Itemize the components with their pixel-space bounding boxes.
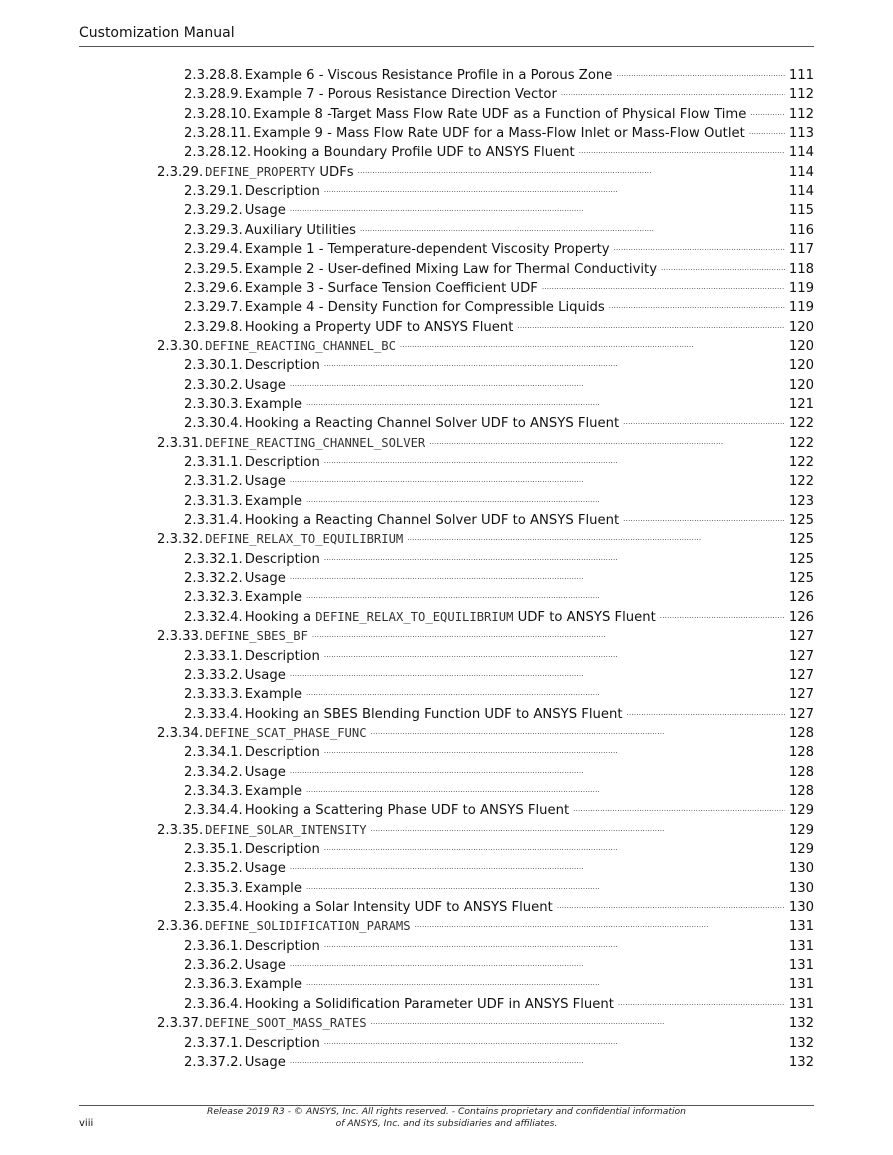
- dot-leader: [290, 198, 785, 217]
- toc-entry-page: 123: [788, 493, 814, 509]
- toc-entry-page: 115: [788, 203, 814, 219]
- dot-leader: [324, 740, 785, 759]
- toc-entry-page: 112: [788, 87, 814, 103]
- toc-entry-page: 127: [788, 667, 814, 683]
- toc-entry-page: 131: [788, 919, 814, 935]
- toc-entry-page: 119: [788, 300, 814, 316]
- toc-entry-number: 2.3.37.1.: [184, 1035, 243, 1051]
- toc-entry-title-text: Auxiliary Utilities: [244, 222, 357, 238]
- dot-leader: [324, 353, 785, 372]
- toc-entry-page: 122: [788, 416, 814, 432]
- dot-leader: [306, 779, 785, 798]
- dot-leader: [407, 527, 785, 546]
- toc-entry-number: 2.3.28.9.: [184, 87, 243, 103]
- toc-entry-page: 131: [788, 977, 814, 993]
- toc-entry-number: 2.3.31.3.: [184, 493, 243, 509]
- toc-entry-number: 2.3.29.2.: [184, 203, 243, 219]
- toc-entry-number: 2.3.28.8.: [184, 68, 243, 83]
- toc-entry-number: 2.3.34.: [157, 725, 204, 741]
- dot-leader: [609, 295, 785, 314]
- toc-entry-title-text: Description: [244, 1035, 320, 1051]
- toc-entry-page: 128: [788, 764, 814, 780]
- toc-entry-number: 2.3.33.2.: [184, 667, 243, 683]
- toc-entry-page: 127: [788, 687, 814, 703]
- toc-entry-title: [245, 763, 286, 782]
- toc-entry-page: 129: [788, 822, 814, 838]
- toc-entry-number: 2.3.36.1.: [184, 938, 243, 954]
- toc-entry-number: 2.3.29.6.: [184, 280, 243, 296]
- toc-entry-title-text: Example 7 - Porous Resistance Direction Vector: [244, 87, 557, 103]
- toc-entry-code: DEFINE_REACTING_CHANNEL_BC: [205, 338, 396, 353]
- toc-entry-page: 128: [788, 745, 814, 761]
- dot-leader: [306, 876, 785, 895]
- dot-leader: [660, 605, 785, 624]
- toc-entry-title-text: Usage: [244, 764, 286, 780]
- toc-entry-title: [245, 221, 356, 240]
- toc-entry-title-text: UDF to ANSYS Fluent: [513, 609, 656, 625]
- toc-entry-title-text: Hooking a Reacting Channel Solver UDF to ANSYS Fluent: [244, 416, 620, 432]
- dot-leader: [306, 392, 785, 411]
- toc-entry-page: 119: [788, 280, 814, 296]
- toc-entry-page: 121: [788, 396, 814, 412]
- toc-entry-title-text: Example 9 - Mass Flow Rate UDF for a Mass-Flow Inlet or Mass-Flow Outlet: [253, 126, 745, 142]
- dot-leader: [324, 450, 785, 469]
- dot-leader: [579, 140, 785, 159]
- toc-entry-page: 125: [788, 513, 814, 529]
- dot-leader: [290, 760, 785, 779]
- dot-leader: [324, 837, 785, 856]
- toc-entry-title-text: Example: [244, 687, 302, 703]
- toc-entry-title-text: Usage: [244, 1054, 286, 1070]
- toc-entry-title: [245, 492, 302, 511]
- toc-entry-page: 127: [788, 648, 814, 664]
- toc-entry-title: [245, 279, 538, 298]
- toc-entry-title: [253, 105, 746, 124]
- toc-entry-page: 126: [788, 590, 814, 606]
- toc-entry-code: DEFINE_SOLAR_INTENSITY: [205, 822, 367, 837]
- toc-entry-page: 129: [788, 803, 814, 819]
- dot-leader: [290, 953, 785, 972]
- toc-entry-title: [245, 859, 286, 878]
- dot-leader: [360, 218, 785, 237]
- toc-entry-title-text: Example: [244, 396, 302, 412]
- toc-entry-title: [245, 569, 286, 588]
- toc-entry-page: 120: [788, 319, 814, 335]
- toc-entry-title: [245, 685, 302, 704]
- toc-entry-number: 2.3.30.4.: [184, 416, 243, 432]
- dot-leader: [371, 721, 785, 740]
- toc-entry-title-text: UDFs: [315, 164, 354, 180]
- toc-entry-number: 2.3.32.2.: [184, 571, 243, 587]
- dot-leader: [661, 257, 785, 276]
- toc-entry-title: [245, 201, 286, 220]
- toc-entry-page: 132: [788, 1035, 814, 1051]
- toc-entry-page: 120: [788, 377, 814, 393]
- toc-entry-title: [245, 666, 286, 685]
- toc-entry-page: 116: [788, 222, 814, 238]
- toc-entry[interactable]: [184, 105, 814, 124]
- dot-leader: [542, 276, 785, 295]
- toc-entry-code: DEFINE_RELAX_TO_EQUILIBRIUM: [315, 609, 514, 624]
- toc-entry-title-text: Usage: [244, 958, 286, 974]
- toc-entry-number: 2.3.34.3.: [184, 783, 243, 799]
- toc-entry-title-text: Description: [244, 938, 320, 954]
- dot-leader: [324, 1031, 785, 1050]
- dot-leader: [324, 547, 785, 566]
- toc-entry-title-text: Usage: [244, 571, 286, 587]
- toc-entry-page: 131: [788, 938, 814, 954]
- toc-entry-page: 122: [788, 474, 814, 490]
- toc-entry-title-text: Description: [244, 842, 320, 857]
- toc-entry-number: 2.3.36.4.: [184, 996, 243, 1012]
- dot-leader: [306, 585, 785, 604]
- dot-leader: [750, 102, 784, 121]
- toc-entry-page: 125: [788, 551, 814, 567]
- toc-entry-number: 2.3.30.3.: [184, 396, 243, 412]
- toc-entry-title-text: Hooking a Reacting Channel Solver UDF to ANSYS Fluent: [244, 513, 620, 529]
- toc-entry-page: 126: [788, 609, 814, 625]
- toc-entry-number: 2.3.31.: [157, 435, 204, 451]
- toc-entry-code: DEFINE_SOLIDIFICATION_PARAMS: [205, 919, 411, 934]
- toc-entry-title: [245, 879, 302, 898]
- toc-entry-number: 2.3.29.5.: [184, 261, 243, 277]
- toc-entry-title-text: Hooking a Scattering Phase UDF to ANSYS Fluent: [244, 803, 570, 819]
- toc-entry-number: 2.3.32.4.: [184, 609, 243, 625]
- toc-entry-title-text: Example: [244, 493, 302, 509]
- dot-leader: [290, 566, 785, 585]
- toc-entry-code: DEFINE_SOOT_MASS_RATES: [205, 1016, 367, 1031]
- dot-leader: [517, 315, 784, 334]
- toc-entry-page: 111: [788, 68, 814, 83]
- toc-entry-title-text: Example 2 - User-defined Mixing Law for Thermal Conductivity: [244, 261, 658, 277]
- toc-entry-title-text: Example 3 - Surface Tension Coefficient UDF: [244, 280, 538, 296]
- toc-entry-number: 2.3.35.1.: [184, 842, 243, 857]
- toc-entry-page: 129: [788, 842, 814, 857]
- manual-title: Customization Manual: [79, 25, 235, 41]
- toc-entry-title: [245, 395, 302, 414]
- dot-leader: [616, 63, 784, 82]
- toc-entry-number: 2.3.29.4.: [184, 242, 243, 258]
- toc-entry-code: DEFINE_SBES_BF: [205, 629, 308, 644]
- toc-entry-code: DEFINE_PROPERTY: [205, 164, 316, 179]
- toc-entry-page: 131: [788, 996, 814, 1012]
- toc-entry-number: 2.3.36.: [157, 919, 204, 935]
- toc-entry-page: 113: [788, 126, 814, 142]
- toc-entry-title-text: Description: [244, 551, 320, 567]
- toc-entry-page: 120: [788, 358, 814, 374]
- toc-entry-page: 127: [788, 629, 814, 645]
- toc-entry-number: 2.3.29.3.: [184, 222, 243, 238]
- toc-entry-number: 2.3.37.2.: [184, 1054, 243, 1070]
- toc-entry-title-text: Description: [244, 745, 320, 761]
- toc-entry-title-text: Hooking a Solidification Parameter UDF in ANSYS Fluent: [244, 996, 614, 1012]
- dot-leader: [371, 818, 785, 837]
- copyright-line-2: of ANSYS, Inc. and its subsidiaries and affiliates.: [335, 1118, 558, 1129]
- toc-entry-number: 2.3.28.11.: [184, 126, 252, 142]
- dot-leader: [324, 179, 785, 198]
- dot-leader: [358, 160, 785, 179]
- toc-entry-page: 112: [788, 106, 814, 122]
- toc-entry-title-text: Hooking a Property UDF to ANSYS Fluent: [244, 319, 514, 335]
- toc-entry-title-text: Example 8 -Target Mass Flow Rate UDF as a Function of Physical Flow Time: [253, 106, 747, 122]
- toc-entry-title-text: Description: [244, 648, 320, 664]
- toc-entry-number: 2.3.36.3.: [184, 977, 243, 993]
- copyright-line-1: Release 2019 R3 - © ANSYS, Inc. All rights reserved. - Contains proprietary and confidential information: [207, 1106, 686, 1117]
- toc-entry-title: [245, 85, 557, 104]
- toc-entry-page: 128: [788, 783, 814, 799]
- dot-leader: [627, 702, 785, 721]
- toc-entry-page: 125: [788, 532, 814, 548]
- toc-entry-page: 130: [788, 880, 814, 896]
- dot-leader: [749, 121, 785, 140]
- page-footer: [79, 1105, 814, 1136]
- toc-entry-code: DEFINE_SCAT_PHASE_FUNC: [205, 725, 367, 740]
- toc-entry-title-text: Example: [244, 977, 302, 993]
- toc-entry-code: DEFINE_RELAX_TO_EQUILIBRIUM: [205, 532, 404, 547]
- toc-entry-number: 2.3.33.1.: [184, 648, 243, 664]
- toc-entry-number: 2.3.34.2.: [184, 764, 243, 780]
- toc-entry-title-text: Example 6 - Viscous Resistance Profile in a Porous Zone: [244, 68, 613, 83]
- dot-leader: [400, 334, 785, 353]
- toc-entry-page: 128: [788, 725, 814, 741]
- copyright-notice: [79, 1106, 814, 1130]
- toc-entry-title-text: Hooking a Solar Intensity UDF to ANSYS Fluent: [244, 900, 553, 916]
- toc-entry-page: 120: [788, 338, 814, 354]
- toc-entry-title: [245, 588, 302, 607]
- toc-entry-number: 2.3.33.4.: [184, 706, 243, 722]
- dot-leader: [312, 624, 785, 643]
- toc-entry-page: 132: [788, 1054, 814, 1070]
- toc-entry-number: 2.3.37.: [157, 1016, 204, 1032]
- toc-entry-number: 2.3.35.: [157, 822, 204, 838]
- dot-leader: [290, 469, 785, 488]
- toc-entry-title-text: Description: [244, 184, 320, 200]
- toc-entry-title-text: Usage: [244, 667, 286, 683]
- toc-entry[interactable]: [184, 1053, 814, 1072]
- toc-entry-page: 130: [788, 861, 814, 877]
- toc-entry-number: 2.3.29.7.: [184, 300, 243, 316]
- toc-entry-page: 131: [788, 958, 814, 974]
- dot-leader: [290, 1050, 785, 1069]
- toc-entry-number: 2.3.30.2.: [184, 377, 243, 393]
- toc-entry-page: 127: [788, 706, 814, 722]
- page-number: viii: [79, 1118, 94, 1129]
- toc-entry-number: 2.3.33.: [157, 629, 204, 645]
- toc-entry-page: 122: [788, 435, 814, 451]
- toc-entry-number: 2.3.28.12.: [184, 145, 252, 161]
- toc-entry-number: 2.3.31.1.: [184, 455, 243, 470]
- toc-entry-number: 2.3.36.2.: [184, 958, 243, 974]
- toc-entry-number: 2.3.31.4.: [184, 513, 243, 529]
- toc-entry-code: DEFINE_REACTING_CHANNEL_SOLVER: [205, 435, 426, 450]
- dot-leader: [415, 914, 785, 933]
- toc-entry-number: 2.3.32.3.: [184, 590, 243, 606]
- toc-entry-title-text: Example 1 - Temperature-dependent Viscosity Property: [244, 242, 610, 258]
- dot-leader: [324, 934, 785, 953]
- dot-leader: [573, 798, 785, 817]
- toc-entry-number: 2.3.35.3.: [184, 880, 243, 896]
- toc-entry-title-text: Usage: [244, 203, 286, 219]
- toc-entry-title: [245, 66, 613, 85]
- toc-entry-title: [245, 956, 286, 975]
- toc-entry-title-prefix: Hooking a: [244, 609, 316, 625]
- toc-entry-title-text: Hooking an SBES Blending Function UDF to ANSYS Fluent: [244, 706, 623, 722]
- toc-entry-number: 2.3.29.1.: [184, 184, 243, 200]
- toc-entry-number: 2.3.28.10.: [184, 106, 252, 122]
- dot-leader: [371, 1011, 785, 1030]
- toc-entry-page: 114: [788, 164, 814, 180]
- dot-leader: [561, 82, 785, 101]
- toc-entry-title-text: Hooking a Boundary Profile UDF to ANSYS Fluent: [253, 145, 575, 161]
- toc-entry-title: [245, 975, 302, 994]
- toc-entry-number: 2.3.32.: [157, 532, 204, 548]
- toc-entry-title: [205, 627, 308, 646]
- toc-entry-title: [245, 782, 302, 801]
- dot-leader: [290, 663, 785, 682]
- dot-leader: [306, 682, 785, 701]
- toc-entry-title: [245, 376, 286, 395]
- toc-entry-title-text: Usage: [244, 474, 286, 490]
- toc-entry-number: 2.3.31.2.: [184, 474, 243, 490]
- toc-entry-number: 2.3.29.: [157, 164, 204, 180]
- toc-entry[interactable]: [184, 85, 814, 104]
- dot-leader: [614, 237, 785, 256]
- toc-entry-title-text: Example: [244, 783, 302, 799]
- toc-entry-title-text: Example 4 - Density Function for Compressible Liquids: [244, 300, 605, 316]
- toc-entry-title: [245, 240, 610, 259]
- toc-entry-page: 118: [788, 261, 814, 277]
- toc-entry-title: [245, 472, 286, 491]
- toc-entry-page: 114: [788, 145, 814, 161]
- dot-leader: [306, 972, 785, 991]
- toc-entry-page: 117: [788, 242, 814, 258]
- dot-leader: [618, 992, 785, 1011]
- toc-entry-page: 130: [788, 900, 814, 916]
- toc-entry-number: 2.3.35.4.: [184, 900, 243, 916]
- dot-leader: [623, 508, 785, 527]
- toc-entry-title-text: Description: [244, 455, 320, 470]
- toc-entry-page: 132: [788, 1016, 814, 1032]
- toc-entry-title-text: Example: [244, 590, 302, 606]
- toc-entry-number: 2.3.29.8.: [184, 319, 243, 335]
- dot-leader: [306, 489, 785, 508]
- dot-leader: [557, 895, 785, 914]
- toc-entry-title-text: Description: [244, 358, 320, 374]
- dot-leader: [429, 431, 785, 450]
- toc-entry-number: 2.3.30.1.: [184, 358, 243, 374]
- toc-entry-number: 2.3.35.2.: [184, 861, 243, 877]
- toc-entry-page: 125: [788, 571, 814, 587]
- toc-entry-number: 2.3.33.3.: [184, 687, 243, 703]
- page-header: [79, 24, 814, 47]
- dot-leader: [290, 856, 785, 875]
- toc-entry-number: 2.3.34.4.: [184, 803, 243, 819]
- toc-entry-page: 122: [788, 455, 814, 470]
- toc-entry-number: 2.3.30.: [157, 338, 204, 354]
- toc-entry-page: 114: [788, 184, 814, 200]
- dot-leader: [324, 644, 785, 663]
- toc-entry-title-text: Usage: [244, 861, 286, 877]
- toc-entry-title-text: Example: [244, 880, 302, 896]
- dot-leader: [290, 373, 785, 392]
- toc-entry-title-text: Usage: [244, 377, 286, 393]
- toc-entry-number: 2.3.32.1.: [184, 551, 243, 567]
- toc-entry-number: 2.3.34.1.: [184, 745, 243, 761]
- toc-entry-title: [245, 1053, 286, 1072]
- dot-leader: [623, 411, 785, 430]
